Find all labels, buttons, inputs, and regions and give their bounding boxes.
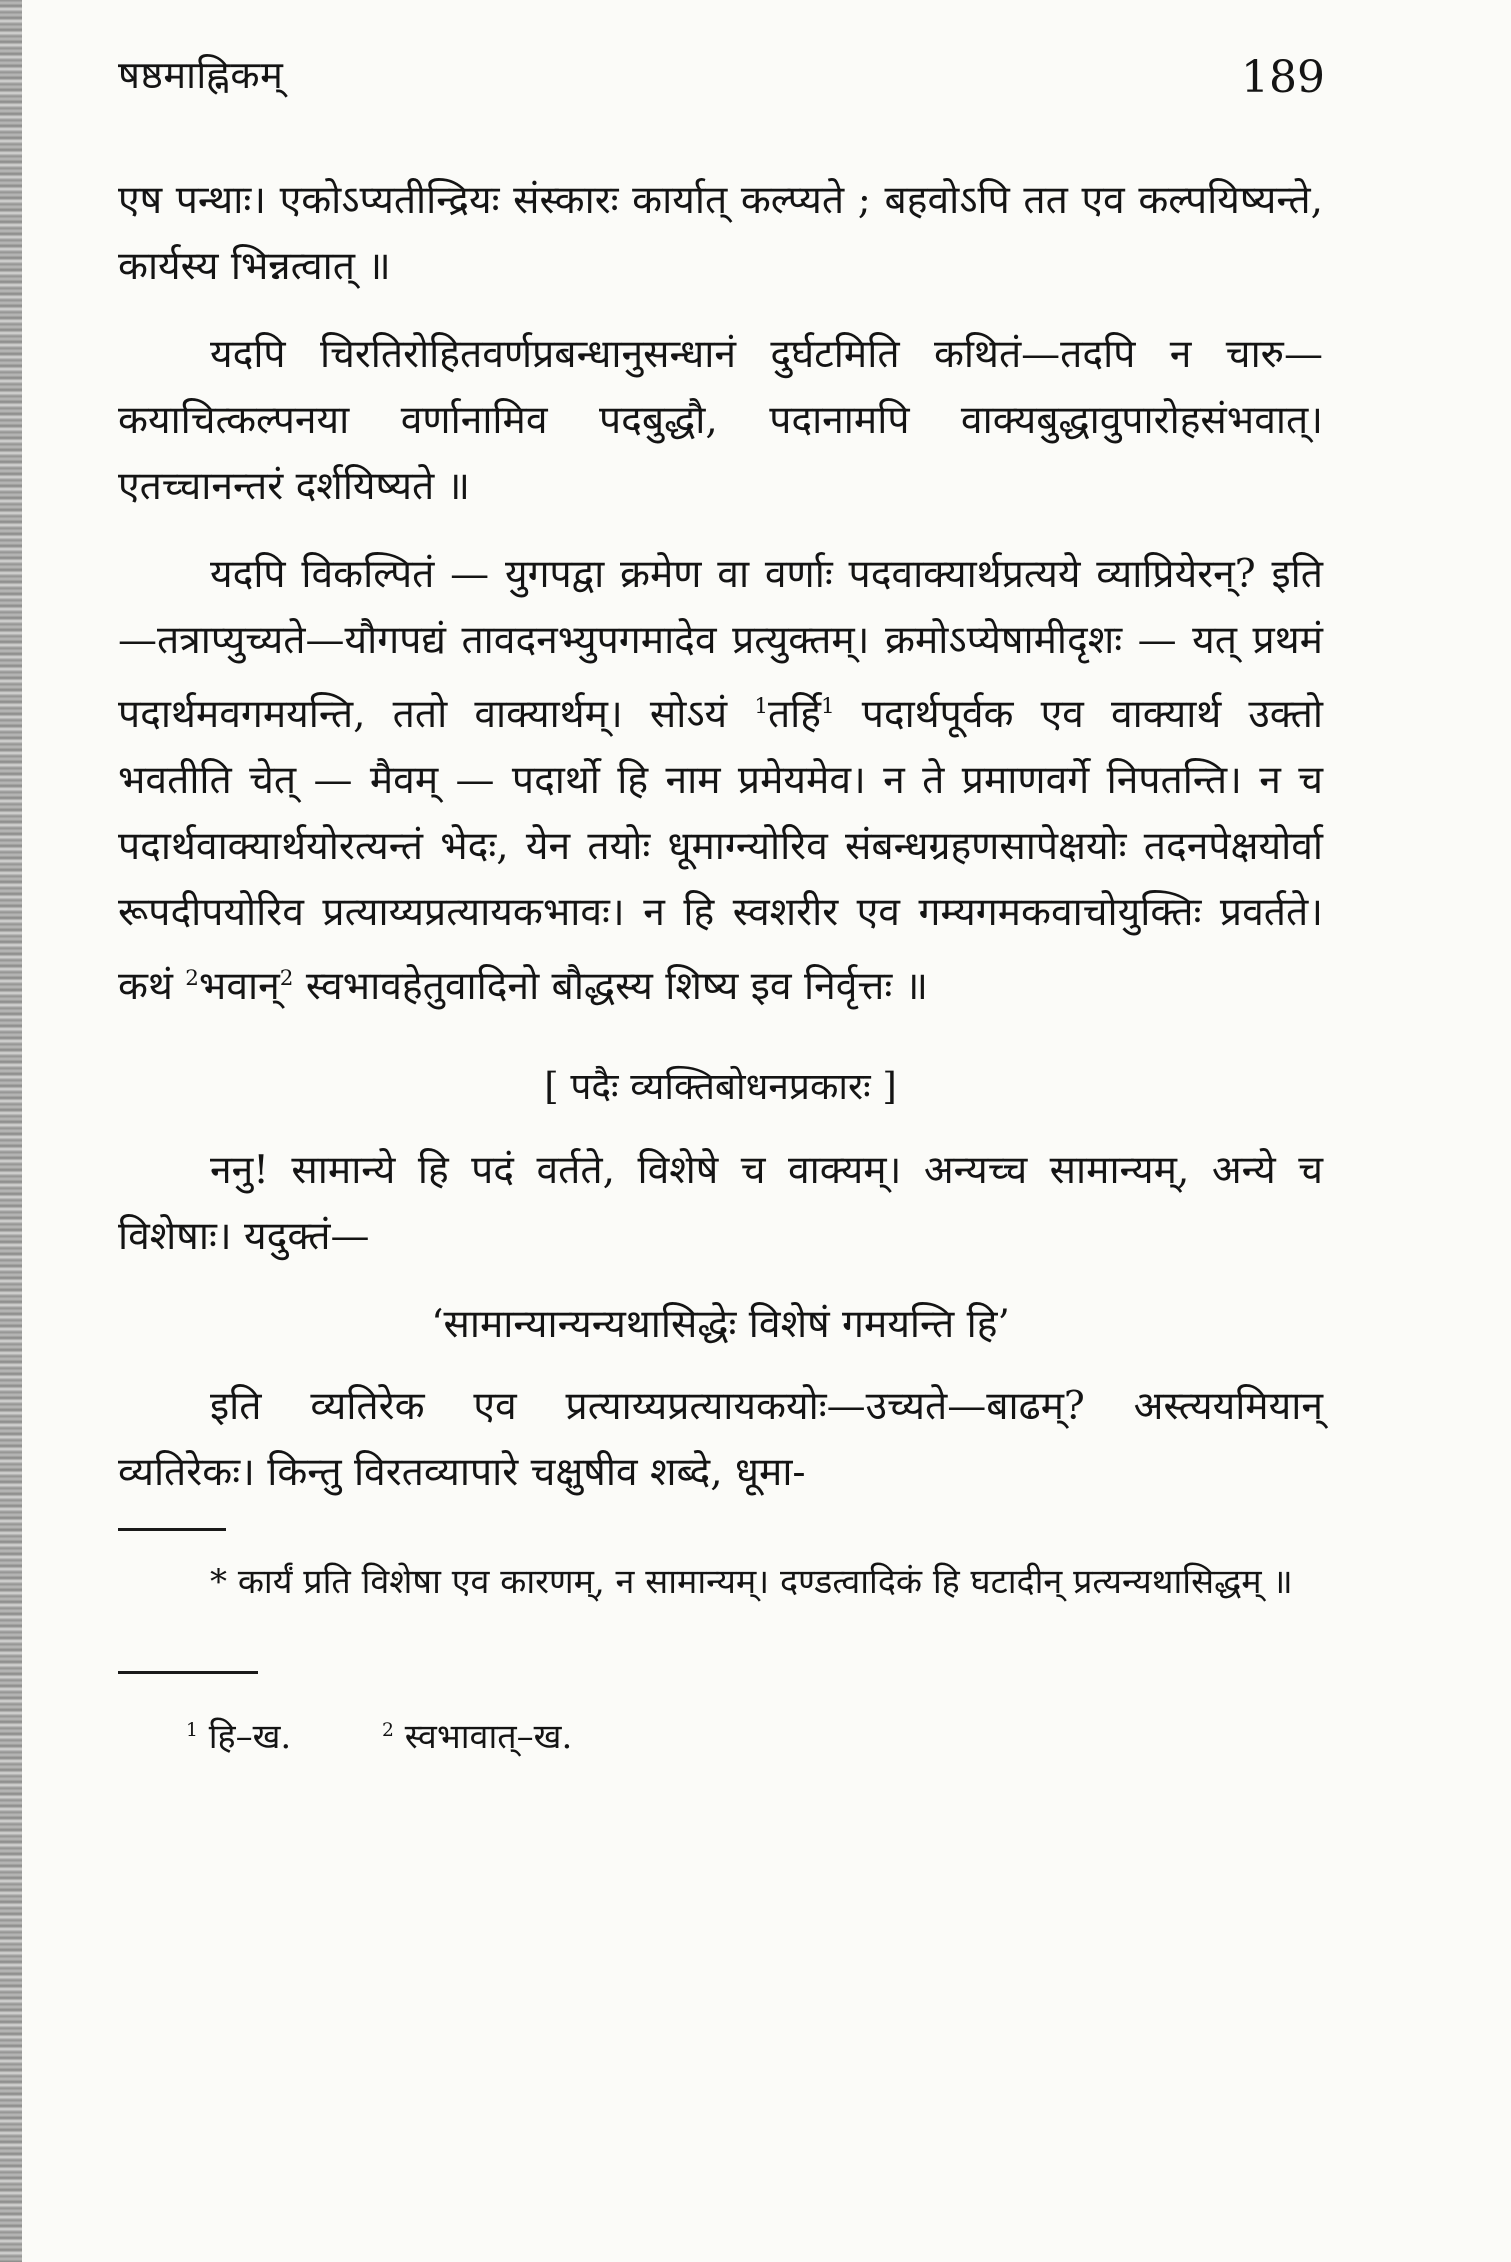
section-heading: [ पदैः व्यक्तिबोधनप्रकारः ] [544, 1065, 897, 1108]
footnote-ref-2-open: 2 [185, 966, 199, 991]
footnote-ref-1-close: 1 [821, 694, 835, 719]
footnote-separator-rule [118, 1528, 226, 1531]
footnote-ref-2-close: 2 [279, 966, 294, 991]
paragraph-4: ननु! सामान्ये हि पदं वर्तते, विशेषे च वाक्यम्। अन्यच्च सामान्यम्, अन्ये च विशेषाः। यदुक्तं— [118, 1148, 1323, 1259]
paragraph-3-part-a: यदपि विकल्पितं — युगपद्वा क्रमेण वा वर्णाः पदवाक्यार्थप्रत्यये व्याप्रियेरन्? इति—तत्राप्युच्यते—यौगपद्यं तावदनभ्युपगमादेव प्रत्युक्तम्। क्रमोऽप्येषामीदृशः — यत् प्रथमं पदार्थमवगमयन्ति, ततो वाक्यार्थम्। सोऽयं [118, 552, 1323, 737]
variant-2-text: स्वभावात्–ख. [404, 1717, 573, 1758]
verse-text: ‘सामान्यान्यन्यथासिद्धेः विशेषं गमयन्ति हि’ [431, 1302, 1010, 1347]
page-number: 189 [1241, 52, 1325, 103]
variants-separator-rule [118, 1671, 258, 1674]
variant-1-text: हि–ख. [208, 1717, 292, 1758]
paragraph-3 [118, 542, 1323, 1020]
paragraph-1: एष पन्थाः। एकोऽप्यतीन्द्रियः संस्कारः कार्यात् कल्प्यते ; बहवोऽपि तत एव कल्पयिष्यन्ते, कार्यस्य भिन्नत्वात् ॥ [118, 178, 1323, 289]
paragraph-2: यदपि चिरतिरोहितवर्णप्रबन्धानुसन्धानं दुर्घटमिति कथितं—तदपि न चारु—कयाचित्कल्पनया वर्णानामिव पदबुद्धौ, पदानामपि वाक्यबुद्धावुपारोहसंभवात्। एतच्चानन्तरं दर्शयिष्यते ॥ [118, 332, 1323, 509]
variant-reading-1 [186, 1706, 291, 1762]
quoted-verse [118, 1292, 1323, 1358]
footnote-star-text: कार्यं प्रति विशेषा एव कारणम्, न सामान्यम्। दण्डत्वादिकं हि घटादीन् प्रत्यन्यथासिद्धम् ॥ [237, 1562, 1293, 1602]
variant-2-number: 2 [382, 1720, 394, 1741]
paragraph-5: इति व्यतिरेक एव प्रत्याय्यप्रत्यायकयोः—उच्यते—बाढम्? अस्त्ययमियान् व्यतिरेकः। किन्तु विरतव्यापारे चक्षुषीव शब्दे, धूमा- [118, 1384, 1323, 1495]
paragraph-3-part-c: स्वभावहेतुवादिनो बौद्धस्य शिष्य इव निर्वृत्तः ॥ [305, 964, 929, 1009]
footnote-star-mark: * [210, 1562, 227, 1602]
variant-1-number: 1 [186, 1720, 198, 1741]
main-text [118, 168, 1323, 1762]
footnote-star [118, 1553, 1323, 1611]
variant-reading-2 [382, 1706, 572, 1762]
binding-edge-shadow [0, 0, 22, 2262]
running-head: षष्ठमाह्निकम् [118, 53, 284, 97]
footnote-ref-1-open: 1 [754, 694, 768, 719]
variant-readings [186, 1706, 1323, 1762]
variant-word-tarhi: तर्हि [767, 692, 821, 737]
variant-word-bhavan: भवान् [198, 964, 280, 1009]
paragraph-3-part-b: पदार्थपूर्वक एव वाक्यार्थ उक्तो भवतीति चेत् — मैवम् — पदार्थो हि नाम प्रमेयमेव। न ते प्रमाणवर्गे निपतन्ति। न च पदार्थवाक्यार्थयोरत्यन्तं भेदः, येन तयोः धूमाग्न्योरिव संबन्धग्रहणसापेक्षयोः तदनपेक्षयोर्वा रूपदीपयोरिव प्रत्याय्यप्रत्यायकभावः। न हि स्वशरीर एव गम्यगमकवाचोयुक्तिः प्रवर्तते। कथं [118, 692, 1323, 1009]
